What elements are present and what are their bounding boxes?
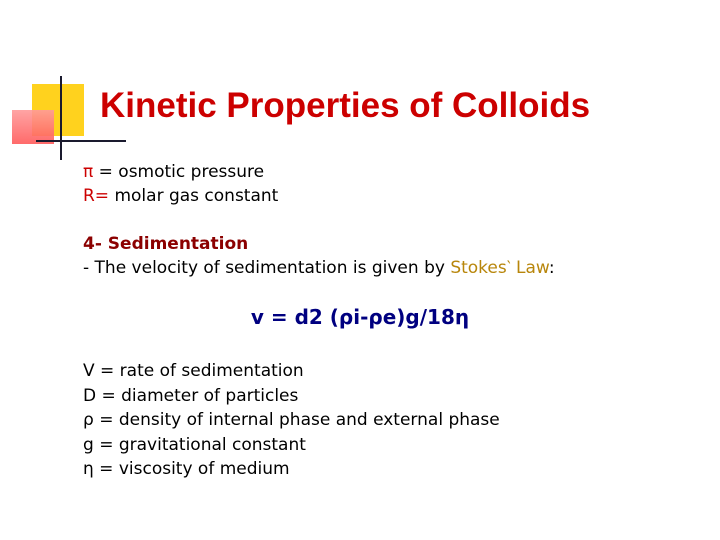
r-definition-text: molar gas constant — [109, 186, 279, 206]
definition-item: D = diameter of particles — [83, 385, 299, 406]
sedimentation-equation: v = d2 (ρi-ρe)g/18η — [250, 305, 470, 329]
r-symbol: R= — [83, 186, 110, 206]
definitions-list — [83, 359, 500, 482]
velocity-text: - The velocity of sedimentation is given by — [83, 258, 451, 278]
pi-symbol: π — [83, 162, 94, 182]
definition-item: g = gravitational constant — [83, 434, 306, 455]
stokes-law-link: Stokes‵ Law — [450, 258, 549, 278]
section-heading: 4- Sedimentation — [83, 234, 249, 254]
velocity-colon: : — [548, 258, 555, 278]
velocity-sentence — [83, 256, 555, 280]
r-definition — [83, 184, 278, 208]
pi-definition — [83, 160, 264, 184]
decor-vertical-line — [60, 76, 62, 160]
definition-item: V = rate of sedimentation — [83, 361, 304, 381]
decor-horizontal-line — [36, 140, 126, 142]
definition-item: η = viscosity of medium — [83, 459, 290, 479]
pi-definition-text: = osmotic pressure — [93, 162, 265, 182]
slide-title: Kinetic Properties of Colloids — [100, 86, 591, 125]
decor-pink-square — [12, 110, 54, 144]
definition-item: ρ = density of internal phase and external phase — [83, 410, 500, 430]
